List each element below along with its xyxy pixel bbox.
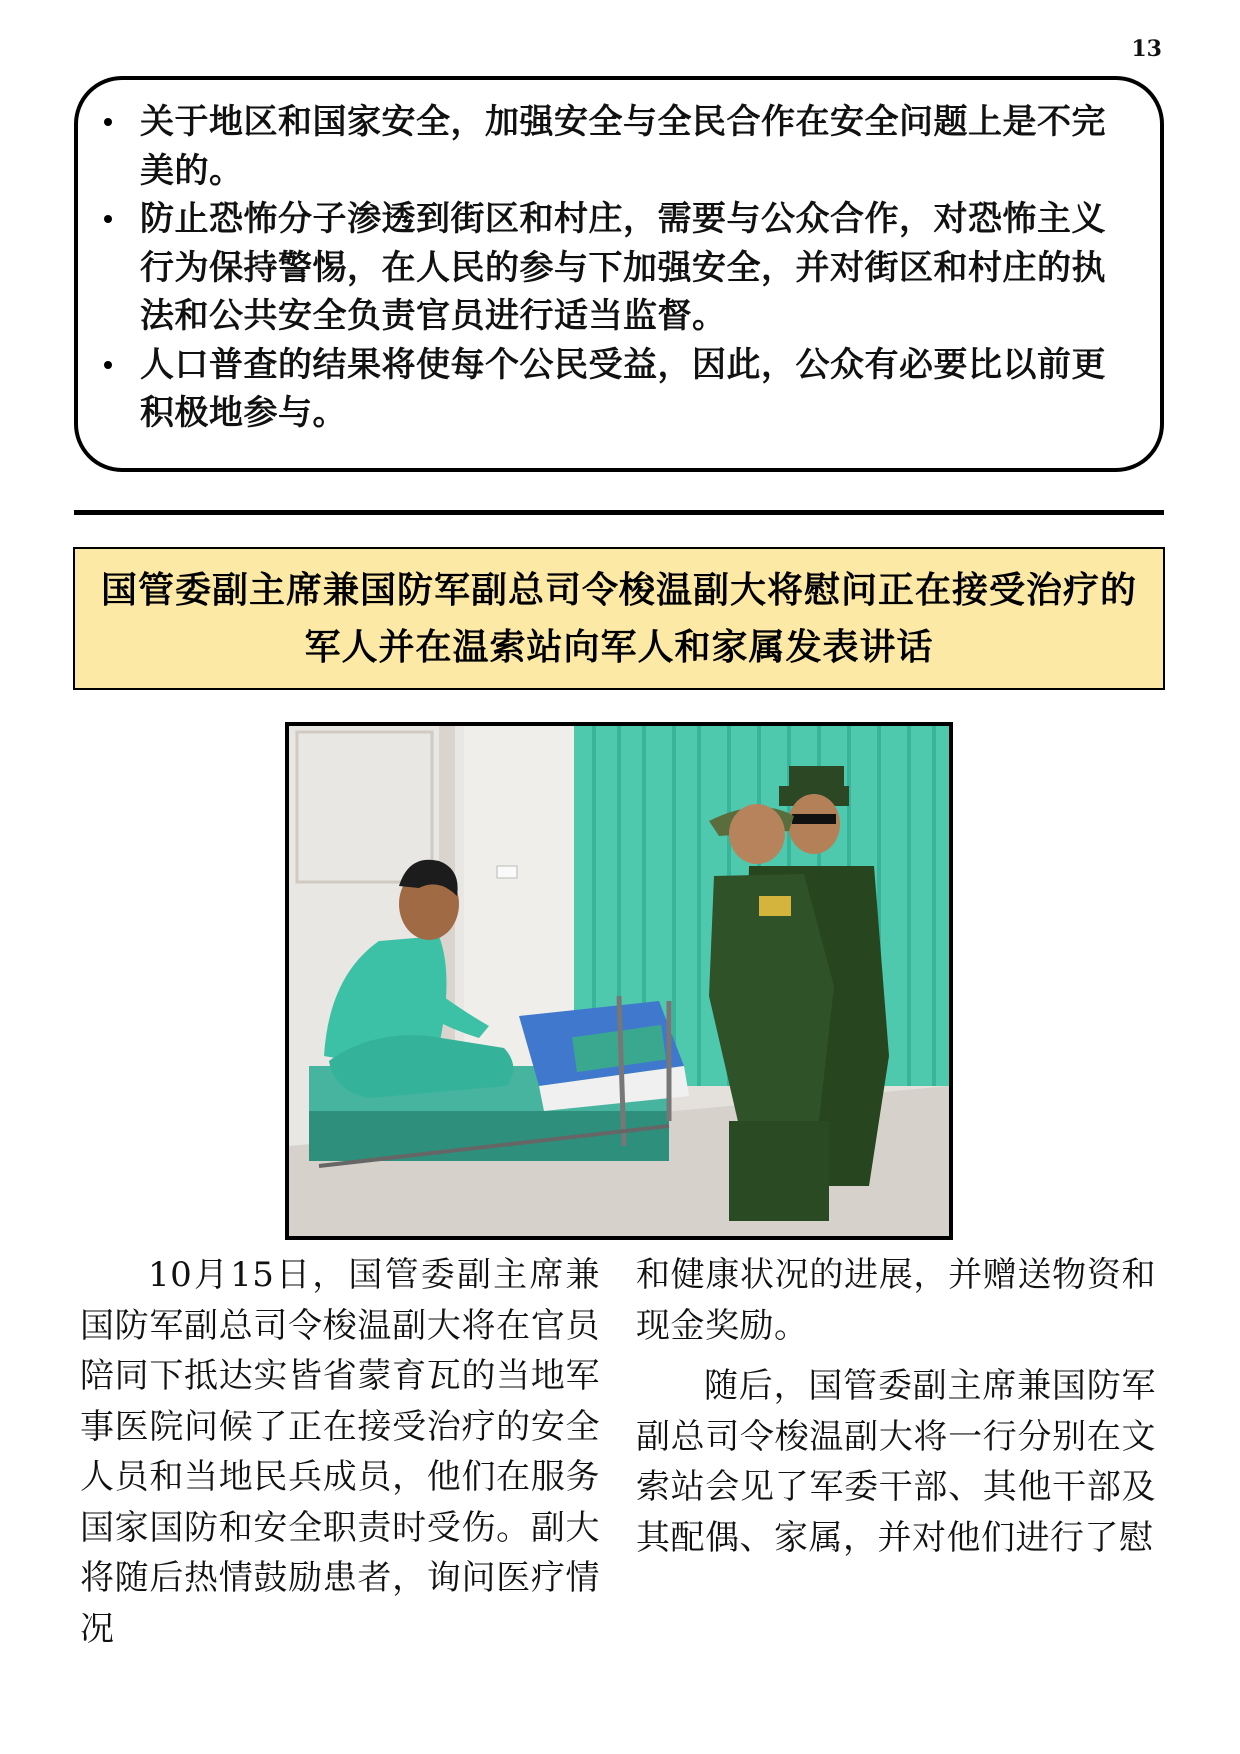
article-column-left bbox=[80, 1250, 600, 1664]
bullet-text: 关于地区和国家安全，加强安全与全民合作在安全问题上是不完美的。 bbox=[140, 102, 1106, 191]
bullet-list bbox=[100, 98, 1134, 438]
article-column-right bbox=[636, 1250, 1156, 1573]
bullet-dot-icon bbox=[104, 118, 112, 126]
article-paragraph: 随后，国管委副主席兼国防军副总司令梭温副大将一行分别在文索站会见了军委干部、其他干部及其配偶、家属，并对他们进行了慰 bbox=[636, 1366, 1156, 1558]
hospital-visit-photo bbox=[289, 726, 949, 1236]
article-title: 国管委副主席兼国防军副总司令梭温副大将慰问正在接受治疗的军人并在温索站向军人和家属发表讲话 bbox=[100, 569, 1137, 668]
bullet-text: 人口普查的结果将使每个公民受益，因此，公众有必要比以前更积极地参与。 bbox=[140, 344, 1106, 433]
section-divider bbox=[74, 510, 1164, 515]
headline-box bbox=[73, 547, 1165, 690]
bullet-box bbox=[74, 76, 1164, 472]
bullet-dot-icon bbox=[104, 361, 112, 369]
article-paragraph: 10月15日，国管委副主席兼国防军副总司令梭温副大将在官员陪同下抵达实皆省蒙育瓦的当地军事医院问候了正在接受治疗的安全人员和当地民兵成员，他们在服务国家国防和安全职责时受伤。副大将随后热情鼓励患者，询问医疗情况 bbox=[80, 1255, 600, 1649]
bullet-item bbox=[100, 195, 1134, 341]
news-photo bbox=[285, 722, 953, 1240]
bullet-item bbox=[100, 98, 1134, 195]
article-paragraph: 和健康状况的进展，并赠送物资和现金奖励。 bbox=[636, 1255, 1156, 1346]
bullet-dot-icon bbox=[104, 215, 112, 223]
bullet-item bbox=[100, 341, 1134, 438]
bullet-text: 防止恐怖分子渗透到街区和村庄，需要与公众合作，对恐怖主义行为保持警惕，在人民的参与下加强安全，并对街区和村庄的执法和公共安全负责官员进行适当监督。 bbox=[140, 199, 1106, 336]
page-number: 13 bbox=[1131, 36, 1162, 62]
